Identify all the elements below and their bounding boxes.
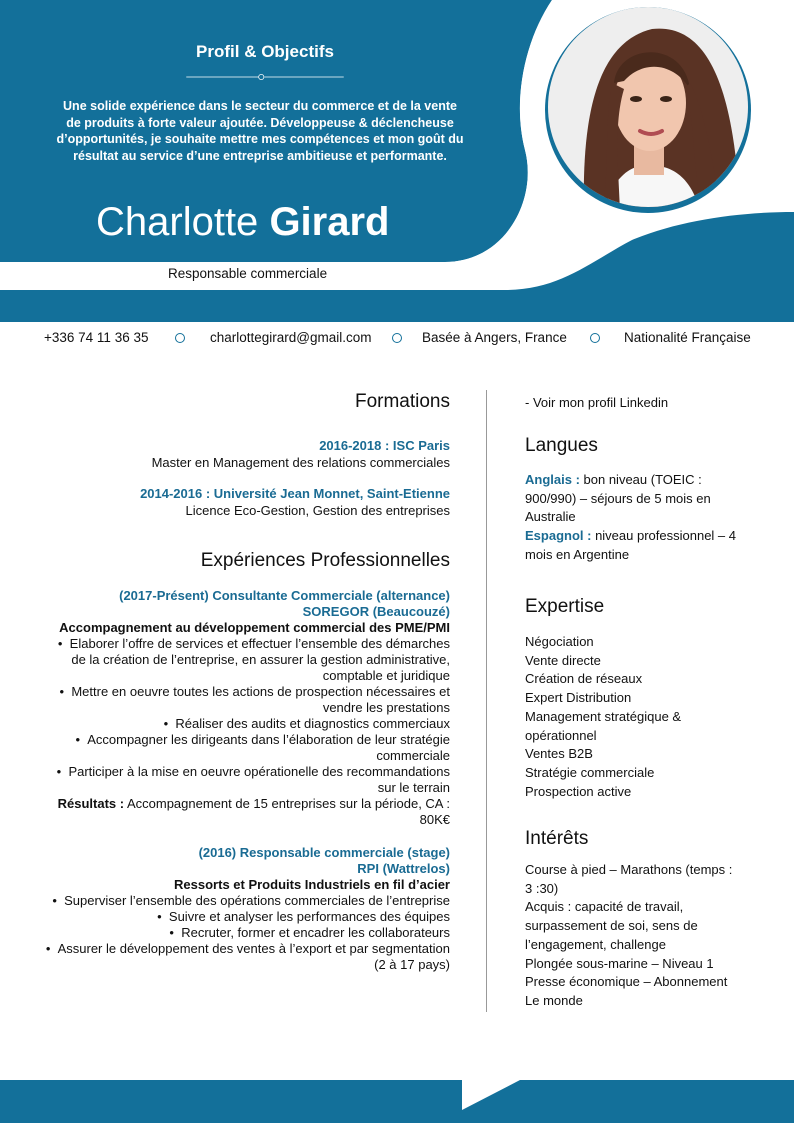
formation-heading: 2016-2018 : ISC Paris bbox=[319, 438, 450, 453]
bullet-icon: • bbox=[56, 764, 69, 779]
profile-divider bbox=[160, 74, 370, 80]
experience-bullet-cont: de la création de l’entreprise, en assurer la gestion administrative, bbox=[71, 652, 450, 667]
bullet-icon: • bbox=[59, 684, 72, 699]
circle-bullet-icon bbox=[590, 333, 600, 343]
profile-title: Profil & Objectifs bbox=[196, 42, 334, 61]
experience-bullet: • Recruter, former et encadrer les collaborateurs bbox=[169, 925, 450, 940]
expertise-item: Vente directe bbox=[525, 652, 601, 668]
experience-bullet-cont: vendre les prestations bbox=[322, 700, 450, 715]
interet-item: Plongée sous-marine – Niveau 1 bbox=[525, 955, 714, 971]
job-title: Responsable commerciale bbox=[168, 266, 328, 281]
langue-item-cont: Australie bbox=[525, 509, 576, 525]
bullet-icon: • bbox=[45, 941, 58, 956]
langue-label: Espagnol : bbox=[525, 528, 592, 544]
contact-location: Basée à Angers, France bbox=[422, 330, 567, 345]
experience-heading: (2017-Présent) Consultante Commerciale (alternance) bbox=[119, 588, 450, 603]
experiences-title: Expériences Professionnelles bbox=[200, 550, 450, 571]
experience-results: Résultats : Accompagnement de 15 entreprises sur la période, CA : bbox=[57, 796, 450, 811]
experience-bullet: • Assurer le développement des ventes à l’export et par segmentation bbox=[45, 941, 450, 956]
expertise-item: Prospection active bbox=[525, 783, 632, 799]
langues-list bbox=[525, 471, 757, 565]
bullet-icon: • bbox=[75, 732, 88, 747]
formation-heading: 2014-2016 : Université Jean Monnet, Saint-Etienne bbox=[140, 486, 450, 501]
langue-item-cont: 900/990) – séjours de 5 mois en bbox=[525, 490, 711, 506]
interet-item: Acquis : capacité de travail, bbox=[525, 899, 684, 915]
interets-list bbox=[525, 861, 757, 1011]
expertise-title: Expertise bbox=[525, 596, 605, 617]
expertise-item: Négociation bbox=[525, 634, 594, 649]
experience-subtitle: Ressorts et Produits Industriels en fil d’acier bbox=[174, 877, 450, 892]
circle-bullet-icon bbox=[392, 333, 402, 343]
bullet-icon: • bbox=[157, 909, 169, 924]
bullet-icon: • bbox=[163, 716, 176, 731]
experience-results-cont: 80K€ bbox=[419, 812, 450, 827]
contact-phone: +336 74 11 36 35 bbox=[44, 330, 149, 345]
experience-heading: (2016) Responsable commerciale (stage) bbox=[198, 845, 450, 860]
formation-desc: Master en Management des relations commerciales bbox=[151, 455, 450, 470]
contact-email: charlottegirard@gmail.com bbox=[210, 330, 372, 345]
column-divider bbox=[486, 390, 487, 1012]
langue-label: Anglais : bbox=[525, 472, 580, 487]
expertise-item: Management stratégique & bbox=[525, 708, 682, 724]
last-name: Girard bbox=[269, 200, 390, 244]
expertise-item: opérationnel bbox=[525, 727, 597, 743]
experience-company: SOREGOR (Beaucouzé) bbox=[302, 604, 450, 619]
experience-bullet-cont: comptable et juridique bbox=[322, 668, 450, 683]
first-name: Charlotte bbox=[96, 200, 259, 244]
langues-title: Langues bbox=[525, 435, 598, 456]
linkedin-link[interactable]: - Voir mon profil Linkedin bbox=[525, 395, 669, 410]
interet-item: Presse économique – Abonnement bbox=[525, 974, 728, 990]
experience-bullet: • Participer à la mise en oeuvre opérationelle des recommandations bbox=[56, 764, 450, 779]
bullet-icon: • bbox=[52, 893, 65, 908]
experience-bullet-cont: (2 à 17 pays) bbox=[374, 957, 450, 972]
profile-text bbox=[55, 98, 465, 164]
interet-item: Le monde bbox=[525, 992, 583, 1008]
circle-bullet-icon bbox=[175, 333, 185, 343]
profile-line: d’opportunités, je souhaite mettre mes compétences et mon goût du bbox=[56, 132, 464, 146]
expertise-item: Stratégie commerciale bbox=[525, 764, 655, 780]
results-label: Résultats : bbox=[57, 796, 125, 811]
experience-bullet: • Suivre et analyser les performances des équipes bbox=[157, 909, 450, 924]
interet-item: l’engagement, challenge bbox=[525, 936, 666, 952]
experience-bullet: • Réaliser des audits et diagnostics commerciaux bbox=[163, 716, 450, 731]
experience-bullet: • Mettre en oeuvre toutes les actions de prospection nécessaires et bbox=[59, 684, 450, 699]
experience-bullet: • Accompagner les dirigeants dans l’élaboration de leur stratégie bbox=[75, 732, 450, 747]
formations-title: Formations bbox=[354, 391, 450, 412]
profile-line: Une solide expérience dans le secteur du commerce et de la vente bbox=[63, 99, 457, 113]
interet-item: surpassement de soi, sens de bbox=[525, 918, 698, 934]
expertise-list bbox=[525, 633, 757, 801]
bullet-icon: • bbox=[57, 636, 70, 651]
expertise-item: Expert Distribution bbox=[525, 690, 632, 706]
expertise-item: Ventes B2B bbox=[525, 746, 593, 762]
experience-bullet-cont: commerciale bbox=[376, 748, 450, 763]
formation-desc: Licence Eco-Gestion, Gestion des entreprises bbox=[185, 503, 450, 518]
experience-bullet: • Superviser l’ensemble des opérations commerciales de l’entreprise bbox=[52, 893, 450, 908]
contact-nationality: Nationalité Française bbox=[624, 330, 751, 345]
profile-photo bbox=[544, 3, 752, 211]
experience-bullet-cont: sur le terrain bbox=[377, 780, 450, 795]
expertise-item: Création de réseaux bbox=[525, 671, 643, 687]
langue-item: Anglais : bon niveau (TOEIC : bbox=[525, 472, 702, 487]
profile-line: résultat au service d’une entreprise ambitieuse et performante. bbox=[73, 148, 447, 163]
langue-item: Espagnol : niveau professionnel – 4 bbox=[525, 528, 736, 544]
experience-bullet: • Elaborer l’offre de services et effectuer l’ensemble des démarches bbox=[57, 636, 450, 651]
interet-item: Course à pied – Marathons (temps : bbox=[525, 862, 733, 877]
experience-company: RPI (Wattrelos) bbox=[357, 861, 450, 876]
profile-line: de produits à forte valeur ajoutée. Développeuse & déclencheuse bbox=[66, 115, 454, 130]
footer-band bbox=[0, 1080, 794, 1123]
person-name bbox=[96, 200, 426, 245]
interet-item: 3 :30) bbox=[525, 880, 559, 896]
interets-title: Intérêts bbox=[525, 828, 589, 849]
experience-subtitle: Accompagnement au développement commercial des PME/PMI bbox=[59, 620, 450, 635]
bullet-icon: • bbox=[169, 925, 182, 940]
langue-item-cont: mois en Argentine bbox=[525, 546, 630, 562]
